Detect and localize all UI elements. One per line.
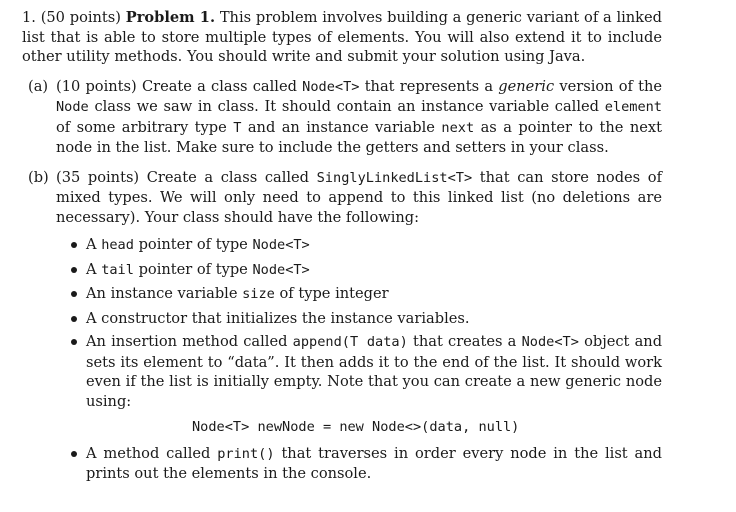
bullet-text: An insertion method called (86, 333, 288, 350)
bullet-text: that traverses in order every node in the list and prints out the elements in the console. (86, 444, 662, 482)
code-append: append(T data) (292, 334, 408, 350)
part-b (22, 168, 662, 484)
part-a-text (56, 77, 662, 158)
code-t: T (233, 119, 242, 136)
code-print: print() (217, 445, 275, 462)
problem-points: (50 points) (40, 9, 121, 26)
part-a-label: (a) (28, 77, 49, 95)
bullet-icon (71, 291, 77, 297)
bullet-text: pointer of type (138, 236, 248, 253)
part-a-text-5: of some arbitrary type (56, 118, 227, 136)
bullet-text: of type integer (279, 285, 389, 302)
list-item (56, 284, 662, 305)
part-b-label: (b) (28, 168, 49, 186)
code-element: element (604, 99, 662, 115)
problem-intro (22, 8, 662, 67)
requirements-list (56, 235, 662, 484)
bullet-icon (71, 451, 77, 457)
code-singly-linked-list: SinglyLinkedList<T> (316, 169, 473, 186)
part-a-text-7: as a pointer to the next node in the list. Make sure to include the getters and setters in your class. (56, 118, 662, 156)
code-tail: tail (101, 261, 134, 278)
list-item (56, 444, 662, 484)
code-node-t: Node<T> (252, 237, 310, 253)
bullet-icon (71, 316, 77, 322)
bullet-text: A (86, 260, 97, 278)
bullet-text: object and sets its element to “data”. It then adds it to the end of the list. It should work even if the list is initially empty. Note that you can create a new generic node using: (86, 333, 663, 410)
bullet-text: A method called (86, 444, 211, 462)
list-item (56, 235, 662, 256)
part-b-points: (35 points) (56, 168, 140, 186)
part-a-text-4: class we saw in class. It should contain an instance variable called (94, 98, 599, 115)
part-a-text-6: and an instance variable (247, 118, 435, 136)
list-item (56, 332, 662, 438)
list-item (56, 309, 662, 329)
part-b-text-1: Create a class called (146, 168, 310, 186)
code-new-node: Node<T> newNode = new Node<>(data, null) (192, 419, 520, 435)
part-a-text-3: version of the (559, 77, 663, 95)
bullet-text: A constructor that initializes the instance variables. (86, 309, 470, 327)
code-next: next (441, 119, 475, 136)
part-b-text (56, 168, 662, 228)
code-head: head (101, 237, 134, 253)
code-example (86, 417, 662, 438)
part-a (22, 77, 662, 158)
bullet-text: pointer of type (138, 260, 248, 278)
bullet-icon (71, 242, 77, 248)
code-node: Node (56, 99, 89, 115)
problem-title: Problem 1. (125, 9, 216, 26)
bullet-text: An instance variable (86, 285, 238, 302)
bullet-text: A (86, 236, 97, 253)
problem-document (22, 8, 662, 488)
part-b-text-2: that can store nodes of mixed types. We will only need to append to this linked list (no deletions are necessary). Your class should have the following: (56, 168, 662, 226)
emphasis-generic: generic (498, 77, 555, 95)
code-node-t: Node<T> (521, 334, 579, 350)
code-size: size (242, 286, 275, 302)
problem-intro-text: This problem involves building a generic variant of a linked list that is able to store multiple types of elements. You will also extend it to include other utility methods. You should write and submit your solution using Java. (22, 9, 663, 65)
part-a-text-1: Create a class called (141, 77, 297, 95)
code-node-t: Node<T> (302, 78, 360, 95)
part-a-text-2: that represents a (364, 77, 494, 95)
bullet-icon (71, 339, 77, 345)
problem-number: 1. (22, 9, 36, 26)
part-a-points: (10 points) (56, 77, 137, 95)
list-item (56, 260, 662, 281)
bullet-icon (71, 267, 77, 273)
bullet-text: that creates a (413, 333, 517, 350)
code-node-t: Node<T> (252, 261, 310, 278)
